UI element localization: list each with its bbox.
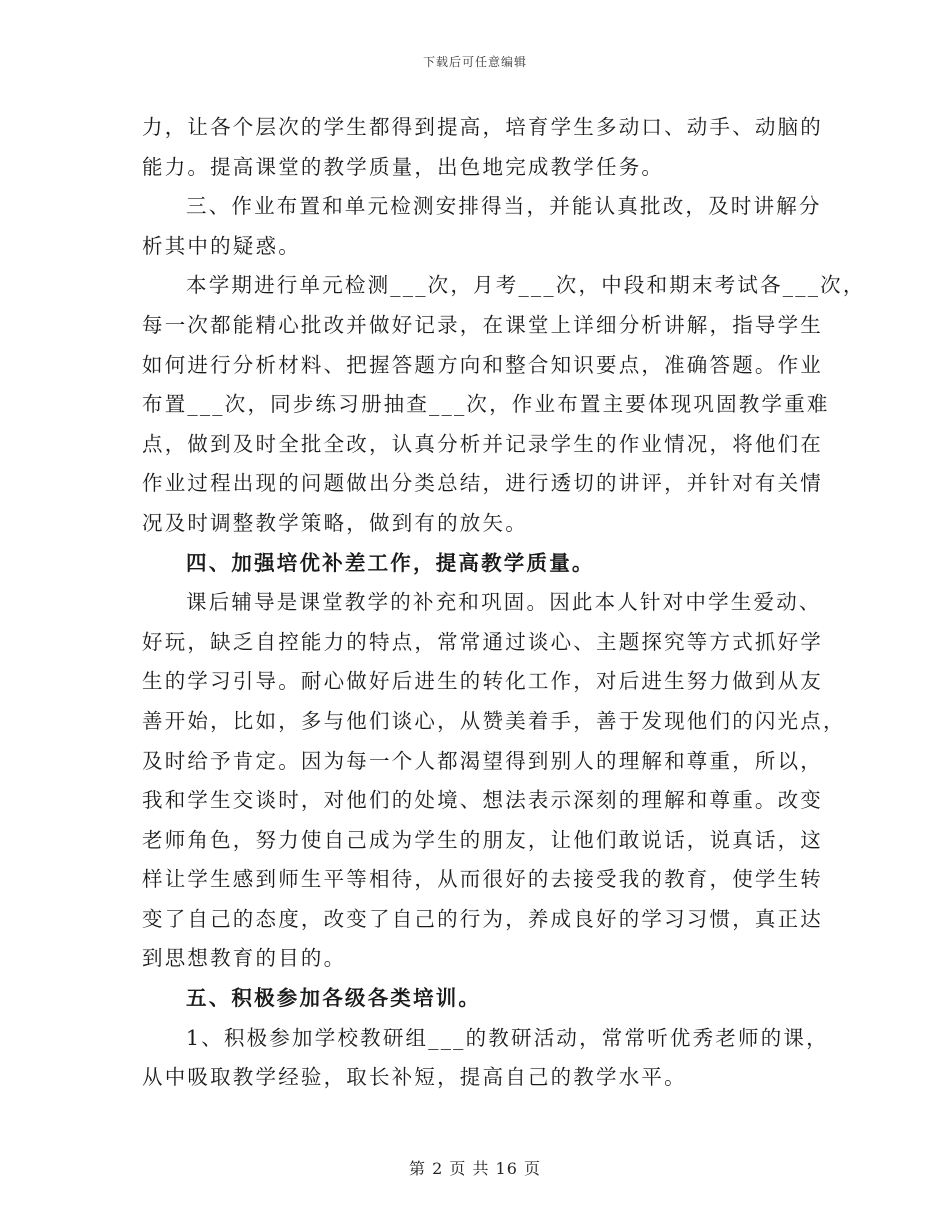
paragraph-line: 每一次都能精心批改并做好记录，在课堂上详细分析讲解，指导学生	[142, 312, 823, 337]
paragraph-line: 三、作业布置和单元检测安排得当，并能认真批改，及时讲解分	[186, 194, 822, 219]
paragraph-line: 生的学习引导。耐心做好后进生的转化工作，对后进生努力做到从友	[142, 669, 823, 694]
paragraph-line: 样让学生感到师生平等相待，从而很好的去接受我的教育，使学生转	[142, 867, 823, 892]
paragraph-line: 课后辅导是课堂教学的补充和巩固。因此本人针对中学生爱动、	[186, 590, 822, 615]
paragraph-line: 点，做到及时全批全改，认真分析并记录学生的作业情况，将他们在	[142, 431, 823, 456]
paragraph-line: 作业过程出现的问题做出分类总结，进行透切的讲评，并针对有关情	[142, 471, 823, 496]
paragraph-line: 好玩，缺乏自控能力的特点，常常通过谈心、主题探究等方式抓好学	[142, 629, 823, 654]
paragraph-line: 布置___次，同步练习册抽查___次，作业布置主要体现巩固教学重难	[142, 392, 830, 417]
paragraph-line: 本学期进行单元检测___次，月考___次，中段和期末考试各___次，	[186, 273, 866, 298]
page-footer: 第 2 页 共 16 页	[409, 1159, 541, 1178]
section-heading: 四、加强培优补差工作，提高教学质量。	[186, 550, 595, 575]
paragraph-line: 如何进行分析材料、把握答题方向和整合知识要点，准确答题。作业	[142, 352, 823, 377]
paragraph-line: 变了自己的态度，改变了自己的行为，养成良好的学习习惯，真正达	[142, 906, 823, 931]
paragraph-line: 力，让各个层次的学生都得到提高，培育学生多动口、动手、动脑的	[142, 115, 823, 139]
document-body	[142, 108, 866, 1098]
paragraph-line: 从中吸取教学经验，取长补短，提高自己的教学水平。	[142, 1065, 687, 1090]
paragraph-line: 善开始，比如，多与他们谈心，从赞美着手，善于发现他们的闪光点，	[142, 708, 846, 733]
page-header: 下载后可任意编辑	[422, 55, 527, 69]
paragraph-line: 及时给予肯定。因为每一个人都渴望得到别人的理解和尊重，所以，	[142, 748, 823, 773]
paragraph-line: 到思想教育的目的。	[142, 946, 347, 971]
paragraph-line: 1、积极参加学校教研组___的教研活动，常常听优秀老师的课，	[186, 1025, 829, 1050]
paragraph-line: 我和学生交谈时，对他们的处境、想法表示深刻的理解和尊重。改变	[142, 788, 823, 813]
section-heading: 五、积极参加各级各类培训。	[186, 986, 482, 1011]
paragraph-line: 老师角色，努力使自己成为学生的朋友，让他们敢说话，说真话，这	[142, 827, 823, 852]
paragraph-line: 况及时调整教学策略，做到有的放矢。	[142, 510, 528, 535]
paragraph-line: 析其中的疑惑。	[142, 233, 301, 258]
paragraph-line: 能力。提高课堂的教学质量，出色地完成教学任务。	[142, 154, 665, 179]
